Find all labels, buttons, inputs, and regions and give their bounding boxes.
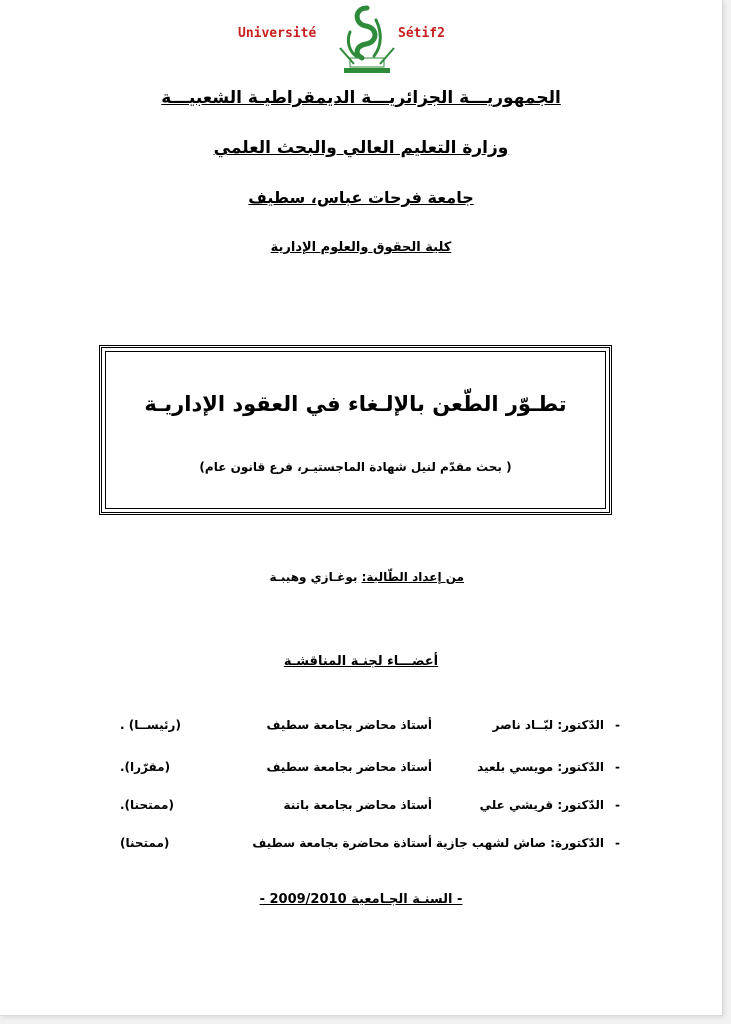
prepared-by (270, 570, 464, 584)
student-name: بوغـازي وهيبـة (269, 570, 358, 584)
member-role: (ممتحنا). (120, 798, 174, 812)
member-position: أستاذة محاضرة بجامعة سطيف (252, 836, 432, 850)
thesis-title-box (99, 345, 612, 515)
university-heading: جامعة فرحات عباس، سطيف (248, 188, 474, 207)
member-dash: - (615, 836, 620, 850)
committee-member (0, 760, 722, 782)
university-logo (332, 2, 402, 76)
title-box-inner-border (105, 351, 606, 509)
faculty-heading: كلية الحقوق والعلوم الإدارية (270, 240, 452, 255)
member-name: الدّكتور: قريشي علي (479, 798, 604, 812)
member-position: أستاذ محاضر بجامعة باتنة (283, 798, 432, 812)
member-dash: - (615, 718, 620, 732)
member-position: أستاذ محاضر بجامعة سطيف (266, 718, 432, 732)
university-label-right: Sétif2 (398, 26, 445, 41)
member-name: الدّكتورة: صاش لشهب جازية (435, 836, 604, 850)
prepared-by-label: من إعداد الطّالبة: (361, 570, 464, 584)
committee-member (0, 718, 722, 740)
member-role: (مقرّرا). (120, 760, 171, 774)
member-role: (رئيســا) . (120, 718, 181, 732)
member-dash: - (615, 760, 620, 774)
member-name: الدّكتور: لبّــاد ناصر (492, 718, 604, 732)
thesis-subtitle: ( بحث مقدّم لنيل شهادة الماجستيـر، فرع قانون عام) (199, 460, 512, 474)
committee-member (0, 836, 722, 858)
member-role: (ممتحنا) (120, 836, 170, 850)
member-name: الدّكتور: مويسي بلعيد (477, 760, 604, 774)
ministry-heading: وزارة التعليم العالي والبحث العلمي (213, 138, 509, 158)
university-label-left: Université (238, 26, 317, 41)
academic-year: - السنـة الجـامعية 2009/2010 - (259, 892, 463, 907)
member-position: أستاذ محاضر بجامعة سطيف (266, 760, 432, 774)
member-dash: - (615, 798, 620, 812)
committee-heading: أعضـــاء لجنـة المناقشـة (283, 654, 439, 669)
committee-member (0, 798, 722, 820)
republic-heading: الجمهوريـــة الجزائريـــة الديمقراطيـة الشعبيـــة (161, 88, 561, 108)
thesis-title: تطـوّر الطّعن بالإلـغاء في العقود الإداريـة (144, 392, 567, 416)
